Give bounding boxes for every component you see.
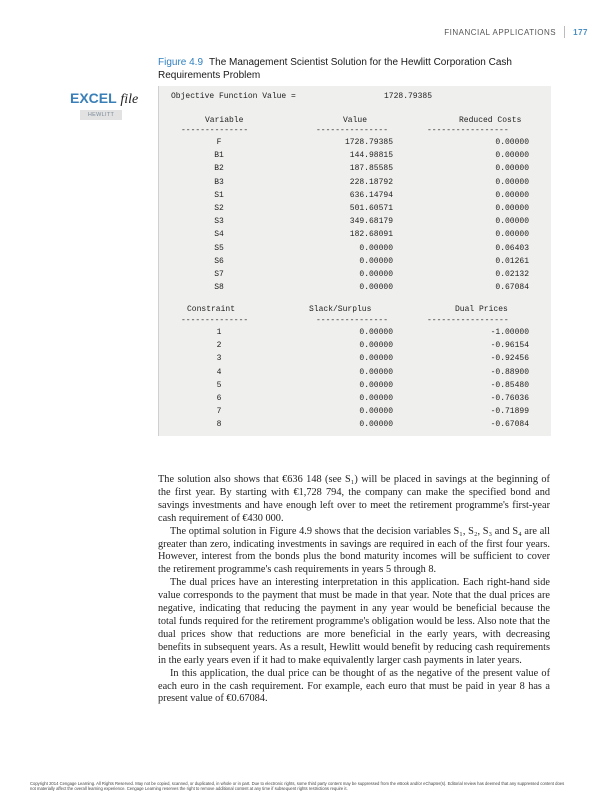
variable-value: 349.68179 bbox=[349, 217, 393, 227]
reduced-cost: 0.00000 bbox=[495, 230, 529, 240]
dual-price: -1.00000 bbox=[490, 328, 529, 337]
constraint-number: 3 bbox=[216, 354, 222, 364]
reduced-cost: 0.06403 bbox=[495, 243, 529, 253]
variable-name: S5 bbox=[214, 243, 224, 253]
constraint-row bbox=[159, 394, 551, 407]
variable-value: 0.00000 bbox=[359, 243, 393, 253]
variable-value: 228.18792 bbox=[349, 177, 393, 187]
dual-price: -0.85480 bbox=[490, 380, 529, 390]
variable-row bbox=[159, 244, 551, 257]
variable-name: B2 bbox=[214, 164, 224, 174]
slack-surplus: 0.00000 bbox=[359, 367, 393, 377]
excel-file-label bbox=[70, 90, 138, 108]
variable-name: F bbox=[216, 138, 222, 147]
dual-price: -0.76036 bbox=[490, 394, 529, 403]
variable-value: 636.14794 bbox=[349, 190, 393, 200]
section-title: FINANCIAL APPLICATIONS bbox=[444, 27, 557, 37]
variable-value: 0.00000 bbox=[359, 283, 393, 293]
solver-output-panel bbox=[158, 86, 551, 436]
paragraph: In this application, the dual price can be thought of as the negative of the present value of each euro in the cash requirement. For example, each euro that must be paid in year 8 has a present value of €0.67084. bbox=[158, 667, 550, 705]
constraint-row bbox=[159, 368, 551, 381]
variable-row bbox=[159, 283, 551, 296]
constraint-number: 5 bbox=[216, 380, 222, 390]
variable-name: S6 bbox=[214, 256, 224, 266]
reduced-cost: 0.00000 bbox=[495, 138, 529, 147]
file-word: file bbox=[120, 92, 139, 107]
variable-row bbox=[159, 204, 551, 217]
reduced-cost: 0.02132 bbox=[495, 270, 529, 279]
constraint-number: 2 bbox=[216, 341, 222, 351]
constraint-header: Constraint bbox=[187, 305, 236, 314]
variable-header: Variable bbox=[205, 116, 244, 125]
slack-surplus: 0.00000 bbox=[359, 420, 393, 430]
constraint-number: 6 bbox=[216, 394, 222, 403]
header-divider bbox=[564, 26, 565, 38]
constraint-number: 8 bbox=[216, 420, 222, 430]
variable-row bbox=[159, 257, 551, 270]
body-text bbox=[158, 474, 550, 706]
reduced-cost: 0.00000 bbox=[495, 190, 529, 200]
copyright-footer: Copyright 2014 Cengage Learning. All Rights Reserved. May not be copied, scanned, or duplicated, in whole or in part. Due to electronic rights, some third party content may be suppressed from the eBook and/or eChapter(s). Editorial review has deemed that any suppressed content does not materially affect the overall learning experience. Cengage Learning reserves the right to remove additional content at any time if subsequent rights restrictions require it. bbox=[30, 781, 565, 791]
slack-surplus: 0.00000 bbox=[359, 328, 393, 337]
slack-surplus: 0.00000 bbox=[359, 354, 393, 364]
reduced-costs-header: Reduced Costs bbox=[459, 116, 522, 125]
reduced-cost: 0.00000 bbox=[495, 204, 529, 213]
constraint-row bbox=[159, 354, 551, 367]
variable-name: S1 bbox=[214, 190, 224, 200]
reduced-cost: 0.00000 bbox=[495, 217, 529, 227]
constraint-row bbox=[159, 341, 551, 354]
variable-name: S3 bbox=[214, 217, 224, 227]
divider: --------------- bbox=[316, 126, 389, 135]
variable-name: B3 bbox=[214, 177, 224, 187]
slack-surplus-header: Slack/Surplus bbox=[309, 305, 372, 314]
variable-value: 0.00000 bbox=[359, 270, 393, 279]
variable-value: 182.68091 bbox=[349, 230, 393, 240]
variable-name: S7 bbox=[214, 270, 224, 279]
variable-row bbox=[159, 138, 551, 151]
variable-name: B1 bbox=[214, 151, 224, 161]
variable-row bbox=[159, 151, 551, 164]
paragraph: The solution also shows that €636 148 (see S₁) will be placed in savings at the beginning of the first year. By starting with €1,728 794, the company can make the specified bond and savings investments and have enough left over to meet the retirement programme's first-year cash requirement of €430 000. bbox=[158, 474, 550, 524]
variable-row bbox=[159, 164, 551, 177]
dual-price: -0.67084 bbox=[490, 420, 529, 430]
slack-surplus: 0.00000 bbox=[359, 407, 393, 417]
paragraph: The dual prices have an interesting interpretation in this application. Each right-hand side value corresponds to the payment that must be made in that year. Note that the dual prices are negative, indicating that reducing the payment in any year would be beneficial because the total funds required for the retirement programme's obligation would be less. Also note that the dual prices show that reductions are more beneficial in the early years, with decreasing benefits in subsequent years. As a result, Hewlitt would benefit by reducing cash requirements in the early years even if it had to make equivalently larger cash payments in later years. bbox=[158, 577, 550, 666]
variable-name: S8 bbox=[214, 283, 224, 293]
divider: --------------- bbox=[316, 316, 389, 325]
constraint-row bbox=[159, 381, 551, 394]
divider: -------------- bbox=[181, 126, 249, 135]
slack-surplus: 0.00000 bbox=[359, 380, 393, 390]
constraint-number: 4 bbox=[216, 367, 222, 377]
slack-surplus: 0.00000 bbox=[359, 341, 393, 351]
constraint-row bbox=[159, 328, 551, 341]
variable-value: 187.85585 bbox=[349, 164, 393, 174]
constraint-row bbox=[159, 420, 551, 433]
variable-value: 1728.79385 bbox=[344, 138, 393, 147]
objective-label: Objective Function Value = bbox=[171, 92, 296, 101]
figure-caption-text: The Management Scientist Solution for the Hewlitt Corporation Cash Requirements Problem bbox=[158, 57, 512, 81]
variable-value: 144.98815 bbox=[349, 151, 393, 161]
reduced-cost: 0.67084 bbox=[495, 283, 529, 293]
divider: ----------------- bbox=[427, 126, 509, 135]
excel-word: EXCEL bbox=[70, 90, 117, 106]
page-number: 177 bbox=[573, 27, 588, 37]
variable-name: S4 bbox=[214, 230, 224, 240]
figure-caption bbox=[158, 56, 558, 82]
variable-row bbox=[159, 230, 551, 243]
value-header: Value bbox=[343, 116, 368, 125]
dual-prices-header: Dual Prices bbox=[455, 305, 508, 314]
constraint-row bbox=[159, 407, 551, 420]
dual-price: -0.71899 bbox=[490, 407, 529, 417]
excel-file-badge: HEWLITT bbox=[80, 110, 122, 120]
paragraph: The optimal solution in Figure 4.9 shows that the decision variables S₁, S₂, S₃ and S₄ are all greater than zero, indicating investments in savings are required in each of the first four years. However, interest from the bonds plus the bond maturity incomes will be sufficient to cover the retirement programme's cash requirements in years 5 through 8. bbox=[158, 525, 550, 576]
variable-row bbox=[159, 178, 551, 191]
variable-row bbox=[159, 191, 551, 204]
reduced-cost: 0.00000 bbox=[495, 151, 529, 161]
figure-label: Figure 4.9 bbox=[158, 57, 204, 68]
reduced-cost: 0.00000 bbox=[495, 164, 529, 174]
slack-surplus: 0.00000 bbox=[359, 394, 393, 403]
variable-value: 0.00000 bbox=[359, 256, 393, 266]
objective-value: 1728.79385 bbox=[384, 92, 433, 101]
dual-price: -0.88900 bbox=[490, 367, 529, 377]
reduced-cost: 0.01261 bbox=[495, 256, 529, 266]
running-head bbox=[444, 26, 588, 38]
variable-row bbox=[159, 270, 551, 283]
constraint-number: 7 bbox=[216, 407, 222, 417]
constraint-number: 1 bbox=[216, 328, 222, 337]
dual-price: -0.92456 bbox=[490, 354, 529, 364]
divider: -------------- bbox=[181, 316, 249, 325]
variable-row bbox=[159, 217, 551, 230]
variable-value: 501.60571 bbox=[349, 204, 393, 213]
reduced-cost: 0.00000 bbox=[495, 177, 529, 187]
divider: ----------------- bbox=[427, 316, 509, 325]
variable-name: S2 bbox=[214, 204, 224, 213]
dual-price: -0.96154 bbox=[490, 341, 529, 351]
